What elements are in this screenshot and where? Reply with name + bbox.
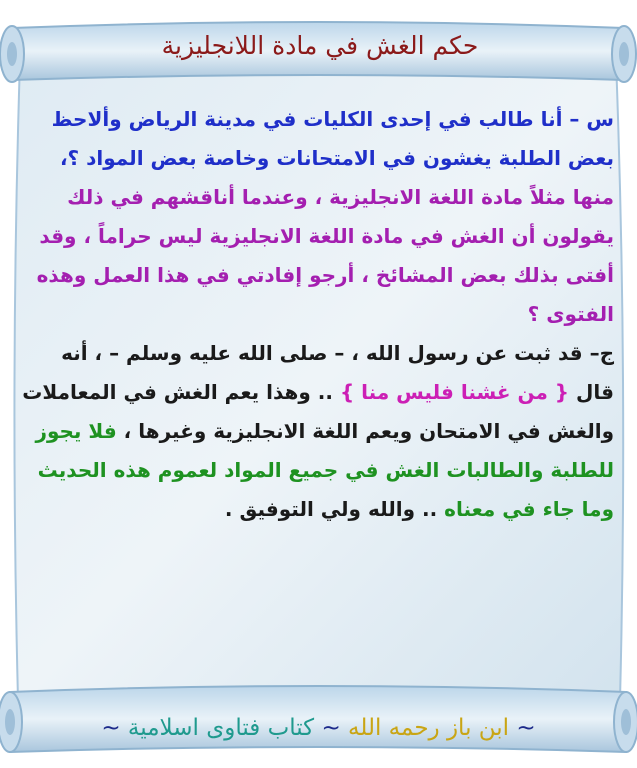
ruling-text: فلا يجوز للطلبة والطالبات الغش في جميع المواد لعموم هذه الحديث وما جاء في معناه (35, 419, 614, 521)
footer-tilde-middle: ~ (321, 715, 341, 741)
answer-middle: .. وهذا يعم الغش في المعاملات والغش في الامتحان ويعم اللغة الانجليزية وغيرها ، (22, 380, 614, 443)
fatwa-text (22, 100, 614, 529)
footer-book: كتاب فتاوى اسلامية (127, 715, 315, 741)
hadith-quote: { من غشنا فليس منا } (339, 380, 570, 404)
page-title: حكم الغش في مادة اللانجليزية (161, 31, 479, 60)
question-text: س – أنا طالب في إحدى الكليات في مدينة الرياض وألاحظ بعض الطلبة يغشون في الامتحانات وخاصة بعض المواد ؟، (51, 107, 614, 170)
footer-author: ابن باز رحمه الله (348, 715, 510, 741)
footer-tilde-right: ~ (516, 715, 536, 741)
answer-closing: .. والله ولي التوفيق . (224, 497, 445, 521)
question-text-continued: منها مثلاً مادة اللغة الانجليزية ، وعندما أناقشهم في ذلك يقولون أن الغش في مادة اللغة الانجليزية ليس حراماً ، وقد أفتى بذلك بعض المشائخ ، أرجو إفادتي في هذا العمل وهذه الفتوى ؟ (36, 185, 614, 326)
footer-attribution (0, 708, 637, 748)
footer-tilde-left: ~ (101, 715, 121, 741)
answer-intro: ج– قد ثبت عن رسول الله ، – صلى الله عليه وسلم – ، أنه قال (61, 341, 614, 404)
